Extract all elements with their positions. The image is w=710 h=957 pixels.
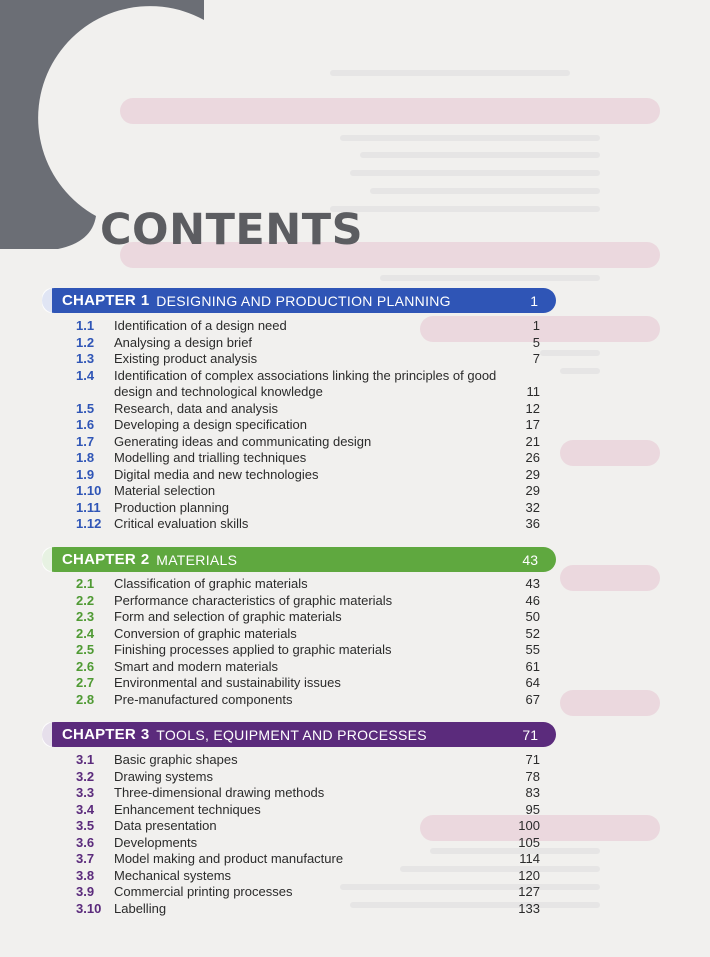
section-number: 2.3 bbox=[76, 609, 95, 625]
chapter-page: 43 bbox=[522, 551, 538, 568]
section-number: 1.2 bbox=[76, 334, 95, 350]
chapter-title: DESIGNING AND PRODUCTION PLANNING bbox=[156, 292, 451, 309]
section-number: 1.8 bbox=[76, 450, 95, 466]
section-number: 1.6 bbox=[76, 417, 95, 433]
section-number: 3.5 bbox=[76, 818, 95, 834]
section-page: 26 bbox=[525, 450, 540, 466]
toc-entry[interactable] bbox=[0, 769, 710, 786]
section-title: Conversion of graphic materials bbox=[114, 625, 297, 641]
section-page: 43 bbox=[525, 576, 540, 591]
chapter-tab-marker bbox=[42, 288, 52, 313]
section-title: Labelling bbox=[114, 900, 167, 916]
section-title: Form and selection of graphic materials bbox=[114, 609, 342, 625]
chapter-tab-marker bbox=[42, 547, 52, 572]
section-page: 55 bbox=[525, 642, 540, 658]
section-title: Modelling and trialling techniques bbox=[114, 450, 307, 466]
section-title: Performance characteristics of graphic materials bbox=[114, 592, 393, 608]
chapter-title: TOOLS, EQUIPMENT AND PROCESSES bbox=[156, 726, 427, 743]
toc-entry[interactable] bbox=[0, 318, 710, 335]
chapter-2-sections bbox=[0, 576, 710, 708]
section-page: 64 bbox=[525, 675, 540, 691]
section-title: Model making and product manufacture bbox=[114, 851, 344, 867]
section-title: Critical evaluation skills bbox=[114, 516, 249, 532]
toc-entry[interactable] bbox=[0, 500, 710, 517]
section-title: Production planning bbox=[114, 499, 229, 515]
toc-entry[interactable] bbox=[0, 516, 710, 533]
section-page: 11 bbox=[526, 384, 540, 400]
toc-entry[interactable] bbox=[0, 675, 710, 692]
toc-entry[interactable] bbox=[0, 483, 710, 500]
chapter-number: 1 bbox=[140, 292, 150, 309]
section-title: Developments bbox=[114, 834, 198, 850]
section-number: 3.9 bbox=[76, 884, 95, 900]
section-page: 120 bbox=[518, 867, 540, 883]
section-number: 3.7 bbox=[76, 851, 95, 867]
chapter-number: 3 bbox=[140, 726, 150, 743]
toc-entry[interactable] bbox=[0, 884, 710, 901]
section-number: 1.3 bbox=[76, 351, 95, 367]
section-number: 1.5 bbox=[76, 400, 95, 416]
section-page: 46 bbox=[525, 592, 540, 608]
section-page: 114 bbox=[519, 851, 540, 867]
section-title: Environmental and sustainability issues bbox=[114, 675, 341, 691]
section-page: 67 bbox=[525, 691, 540, 707]
chapter-label: CHAPTER bbox=[62, 726, 136, 743]
section-number: 3.1 bbox=[76, 752, 95, 767]
section-page: 95 bbox=[525, 801, 540, 817]
toc-entry[interactable] bbox=[0, 642, 710, 659]
page-title: CONTENTS bbox=[100, 205, 364, 255]
chapter-1-sections bbox=[0, 318, 710, 533]
section-title: Three-dimensional drawing methods bbox=[114, 785, 325, 801]
section-title: Mechanical systems bbox=[114, 867, 232, 883]
toc-entry[interactable] bbox=[0, 368, 710, 401]
section-number: 2.7 bbox=[76, 675, 95, 691]
section-page: 100 bbox=[518, 818, 540, 834]
section-title: Enhancement techniques bbox=[114, 801, 261, 817]
section-title: Research, data and analysis bbox=[114, 400, 279, 416]
section-page: 12 bbox=[525, 400, 540, 416]
section-title: Identification of a design need bbox=[114, 318, 287, 333]
toc-entry[interactable] bbox=[0, 401, 710, 418]
section-page: 1 bbox=[532, 318, 540, 333]
section-number: 2.5 bbox=[76, 642, 95, 658]
section-number: 1.12 bbox=[76, 516, 102, 532]
chapter-label: CHAPTER bbox=[62, 551, 136, 568]
section-number: 3.4 bbox=[76, 801, 95, 817]
chapter-tab-marker bbox=[42, 722, 52, 747]
section-page: 5 bbox=[532, 334, 540, 350]
toc-entry[interactable] bbox=[0, 593, 710, 610]
section-number: 1.9 bbox=[76, 466, 95, 482]
section-number: 3.3 bbox=[76, 785, 95, 801]
section-number: 2.2 bbox=[76, 592, 95, 608]
section-title: Data presentation bbox=[114, 818, 217, 834]
toc-entry[interactable] bbox=[0, 835, 710, 852]
section-number: 3.8 bbox=[76, 867, 95, 883]
section-page: 36 bbox=[525, 516, 540, 532]
section-page: 29 bbox=[525, 483, 540, 499]
section-number: 1.11 bbox=[76, 499, 101, 515]
section-number: 2.8 bbox=[76, 691, 95, 707]
section-title: Material selection bbox=[114, 483, 216, 499]
toc-entry[interactable] bbox=[0, 450, 710, 467]
section-number: 2.1 bbox=[76, 576, 95, 591]
section-number: 2.6 bbox=[76, 658, 95, 674]
toc-entry[interactable] bbox=[0, 868, 710, 885]
section-title: Digital media and new technologies bbox=[114, 466, 319, 482]
section-title: Drawing systems bbox=[114, 768, 213, 784]
toc-entry[interactable] bbox=[0, 851, 710, 868]
toc-entry[interactable] bbox=[0, 335, 710, 352]
toc-entry[interactable] bbox=[0, 752, 710, 769]
section-number: 3.10 bbox=[76, 900, 102, 916]
chapter-label: CHAPTER bbox=[62, 292, 136, 309]
section-number: 2.4 bbox=[76, 625, 95, 641]
section-title: Generating ideas and communicating design bbox=[114, 433, 372, 449]
chapter-page: 71 bbox=[522, 726, 538, 743]
toc-entry[interactable] bbox=[0, 351, 710, 368]
section-page: 83 bbox=[525, 785, 540, 801]
section-page: 133 bbox=[518, 900, 540, 916]
section-number: 1.10 bbox=[76, 483, 102, 499]
chapter-1-header[interactable] bbox=[42, 288, 556, 313]
section-page: 127 bbox=[518, 884, 540, 900]
section-page: 71 bbox=[525, 752, 540, 767]
toc-entry[interactable] bbox=[0, 434, 710, 451]
section-page: 52 bbox=[525, 625, 540, 641]
chapter-number: 2 bbox=[140, 551, 150, 568]
chapter-2-header[interactable] bbox=[42, 547, 556, 572]
chapter-page: 1 bbox=[530, 292, 538, 309]
section-title: Commercial printing processes bbox=[114, 884, 293, 900]
toc-entry[interactable] bbox=[0, 802, 710, 819]
section-title: Classification of graphic materials bbox=[114, 576, 308, 591]
section-number: 1.1 bbox=[76, 318, 95, 333]
section-title: Developing a design specification bbox=[114, 417, 307, 433]
section-page: 17 bbox=[525, 417, 540, 433]
section-title: Basic graphic shapes bbox=[114, 752, 238, 767]
section-title: Identification of complex associations linking the principles of good design and technological knowledge bbox=[114, 367, 497, 400]
section-title: Finishing processes applied to graphic materials bbox=[114, 642, 392, 658]
section-title: Pre-manufactured components bbox=[114, 691, 293, 707]
section-page: 32 bbox=[525, 499, 540, 515]
section-page: 78 bbox=[525, 768, 540, 784]
section-number: 3.6 bbox=[76, 834, 95, 850]
section-page: 29 bbox=[525, 466, 540, 482]
toc-entry[interactable] bbox=[0, 467, 710, 484]
toc-entry[interactable] bbox=[0, 818, 710, 835]
section-title: Smart and modern materials bbox=[114, 658, 279, 674]
toc-entry[interactable] bbox=[0, 901, 710, 918]
section-page: 105 bbox=[518, 834, 540, 850]
toc-entry[interactable] bbox=[0, 576, 710, 593]
toc-entry[interactable] bbox=[0, 626, 710, 643]
chapter-3-sections bbox=[0, 752, 710, 917]
section-page: 61 bbox=[525, 658, 540, 674]
toc-entry[interactable] bbox=[0, 417, 710, 434]
section-number: 1.4 bbox=[76, 367, 95, 383]
section-page: 21 bbox=[525, 433, 540, 449]
chapter-title: MATERIALS bbox=[156, 551, 238, 568]
toc-entry[interactable] bbox=[0, 659, 710, 676]
section-number: 1.7 bbox=[76, 433, 95, 449]
section-page: 50 bbox=[525, 609, 540, 625]
section-page: 7 bbox=[532, 351, 540, 367]
chapter-3-header[interactable] bbox=[42, 722, 556, 747]
toc-entry[interactable] bbox=[0, 785, 710, 802]
section-title: Analysing a design brief bbox=[114, 334, 253, 350]
section-number: 3.2 bbox=[76, 768, 95, 784]
section-title: Existing product analysis bbox=[114, 351, 258, 367]
toc-entry[interactable] bbox=[0, 609, 710, 626]
toc-entry[interactable] bbox=[0, 692, 710, 709]
